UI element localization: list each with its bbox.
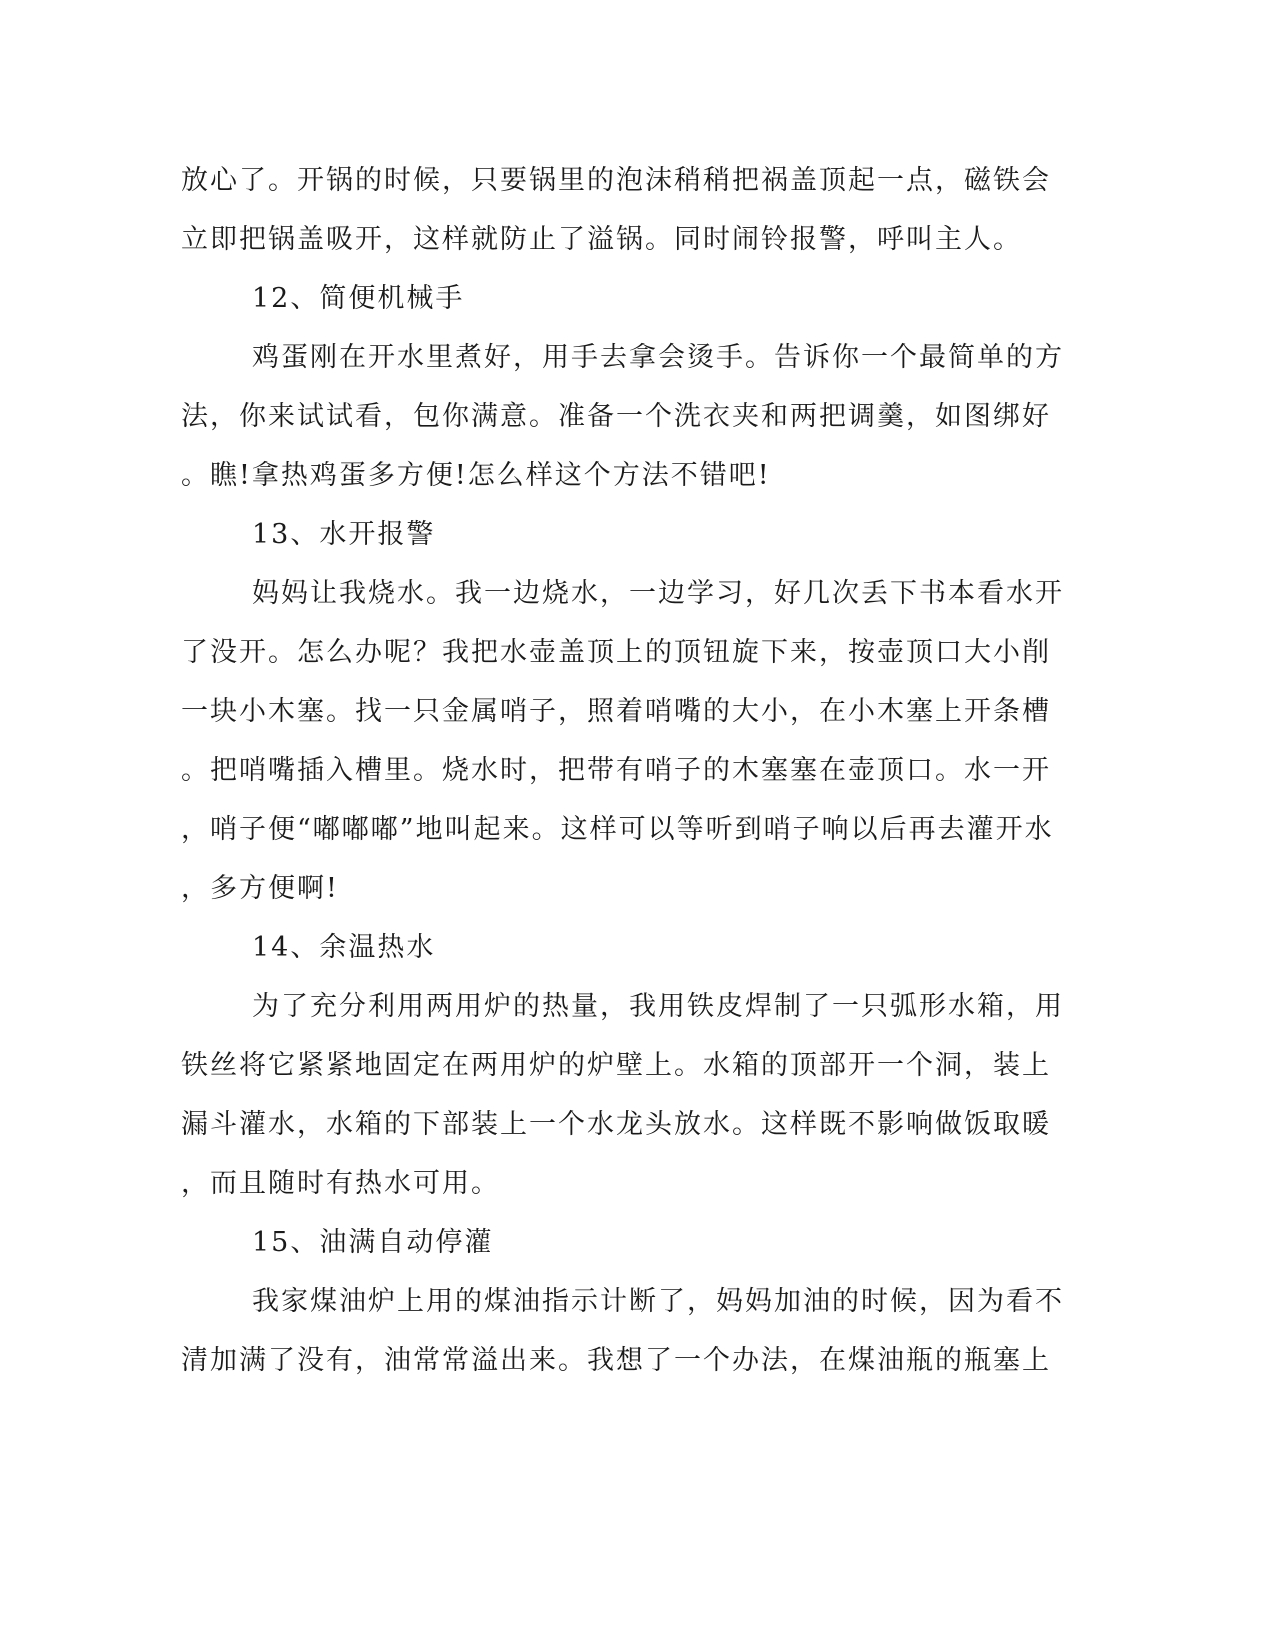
body-text-line: 我家煤油炉上用的煤油指示计断了，妈妈加油的时候，因为看不: [252, 1286, 1064, 1317]
body-text-line: 鸡蛋刚在开水里煮好，用手去拿会烫手。告诉你一个最简单的方: [252, 342, 1064, 373]
body-text-line: ，哨子便“嘟嘟嘟”地叫起来。这样可以等听到哨子响以后再去灌开水: [181, 814, 1054, 845]
section-heading-13: 13、水开报警: [252, 519, 436, 550]
body-text-line: 。把哨嘴插入槽里。烧水时，把带有哨子的木塞塞在壶顶口。水一开: [181, 755, 1051, 786]
body-text-line: 法，你来试试看，包你满意。准备一个洗衣夹和两把调羹，如图绑好: [181, 401, 1051, 432]
body-text-line: 。瞧!拿热鸡蛋多方便!怎么样这个方法不错吧!: [181, 460, 771, 491]
body-text-line: 放心了。开锅的时候，只要锅里的泡沫稍稍把祸盖顶起一点，磁铁会: [181, 165, 1051, 196]
body-text-line: 漏斗灌水，水箱的下部装上一个水龙头放水。这样既不影响做饭取暖: [181, 1109, 1051, 1140]
section-heading-15: 15、油满自动停灌: [252, 1227, 494, 1258]
section-heading-12: 12、简便机械手: [252, 283, 465, 314]
body-text-line: ，而且随时有热水可用。: [181, 1168, 500, 1199]
body-text-line: 为了充分利用两用炉的热量，我用铁皮焊制了一只弧形水箱，用: [252, 991, 1064, 1022]
body-text-line: 一块小木塞。找一只金属哨子，照着哨嘴的大小，在小木塞上开条槽: [181, 696, 1051, 727]
body-text-line: 铁丝将它紧紧地固定在两用炉的炉壁上。水箱的顶部开一个洞，装上: [181, 1050, 1051, 1081]
body-text-line: 妈妈让我烧水。我一边烧水，一边学习，好几次丢下书本看水开: [252, 578, 1064, 609]
section-heading-14: 14、余温热水: [252, 932, 436, 963]
body-text-line: 立即把锅盖吸开，这样就防止了溢锅。同时闹铃报警，呼叫主人。: [181, 224, 1022, 255]
body-text-line: 了没开。怎么办呢？我把水壶盖顶上的顶钮旋下来，按壶顶口大小削: [181, 637, 1051, 668]
body-text-line: 清加满了没有，油常常溢出来。我想了一个办法，在煤油瓶的瓶塞上: [181, 1345, 1051, 1376]
body-text-line: ，多方便啊!: [181, 873, 339, 904]
